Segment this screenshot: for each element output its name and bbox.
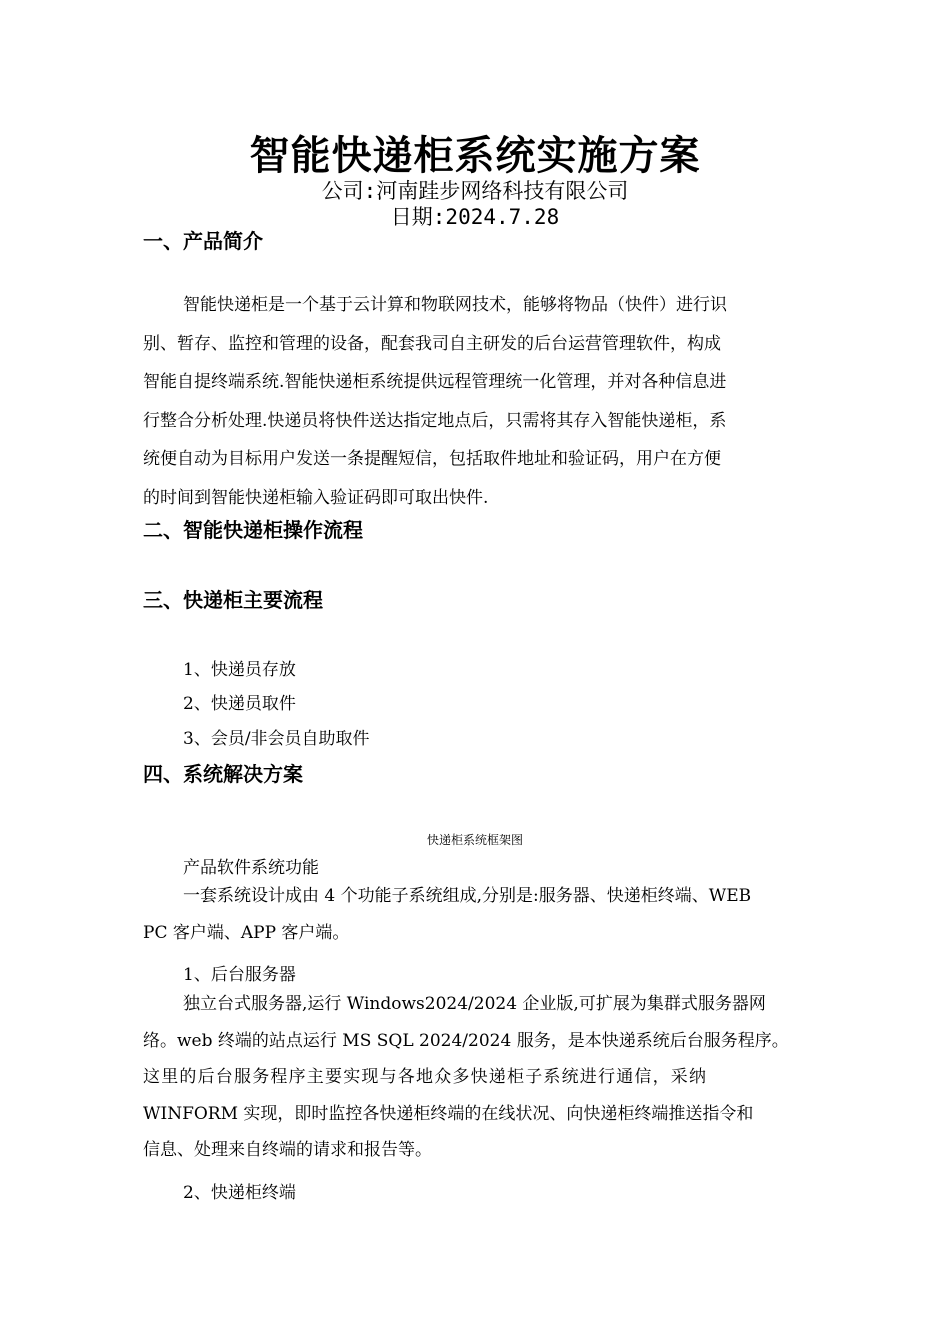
figure-caption: 快递柜系统框架图 — [426, 833, 523, 847]
list-item: 1、快递员存放 — [183, 660, 296, 680]
paragraph-line: 的时间到智能快递柜输入验证码即可取出快件. — [143, 487, 489, 508]
paragraph-line: WINFORM 实现，即时监控各快递柜终端的在线状况、向快递柜终端推送指令和 — [143, 1103, 754, 1124]
section-heading-solution: 四、系统解决方案 — [143, 762, 303, 786]
document-title: 智能快递柜系统实施方案 — [249, 132, 701, 179]
item-title-terminal: 2、快递柜终端 — [183, 1183, 296, 1203]
paragraph-line: 这里的后台服务程序主要实现与各地众多快递柜子系统进行通信，采纳 — [143, 1067, 708, 1087]
paragraph-line: 络。web 终端的站点运行 MS SQL 2024/2024 服务，是本快递系统后台服务程序。 — [143, 1030, 789, 1051]
date-line: 日期:2024.7.28 — [390, 205, 560, 229]
paragraph-line: 一套系统设计成由 4 个功能子系统组成,分别是:服务器、快递柜终端、WEB — [183, 886, 752, 906]
intro-paragraph — [143, 286, 807, 517]
paragraph-line: PC 客户端、APP 客户端。 — [143, 923, 350, 943]
paragraph-line: 智能快递柜是一个基于云计算和物联网技术，能够将物品（快件）进行识 — [183, 295, 727, 315]
company-line: 公司:河南跬步网络科技有限公司 — [321, 179, 629, 203]
section-heading-main-process: 三、快递柜主要流程 — [143, 588, 323, 612]
section-heading-product-intro: 一、产品简介 — [143, 229, 263, 253]
server-paragraph — [143, 986, 807, 1169]
list-item: 2、快递员取件 — [183, 694, 296, 714]
paragraph-line: 信息、处理来自终端的请求和报告等。 — [143, 1140, 432, 1160]
section-heading-operation-flow: 二、智能快递柜操作流程 — [143, 518, 363, 542]
paragraph-line: 独立台式服务器,运行 Windows2024/2024 企业版,可扩展为集群式服务器网 — [183, 994, 766, 1014]
list-item: 3、会员/非会员自助取件 — [183, 729, 370, 749]
paragraph-line: 统便自动为目标用户发送一条提醒短信，包括取件地址和验证码，用户在方便 — [143, 449, 721, 469]
paragraph-line: 智能自提终端系统.智能快递柜系统提供远程管理统一化管理，并对各种信息进 — [143, 372, 727, 392]
overview-paragraph — [143, 878, 807, 952]
paragraph-line: 别、暂存、监控和管理的设备，配套我司自主研发的后台运营管理软件，构成 — [143, 333, 721, 354]
solution-subtitle: 产品软件系统功能 — [183, 858, 319, 878]
paragraph-line: 行整合分析处理.快递员将快件送达指定地点后，只需将其存入智能快递柜，系 — [143, 410, 727, 431]
item-title-server: 1、后台服务器 — [183, 965, 296, 985]
